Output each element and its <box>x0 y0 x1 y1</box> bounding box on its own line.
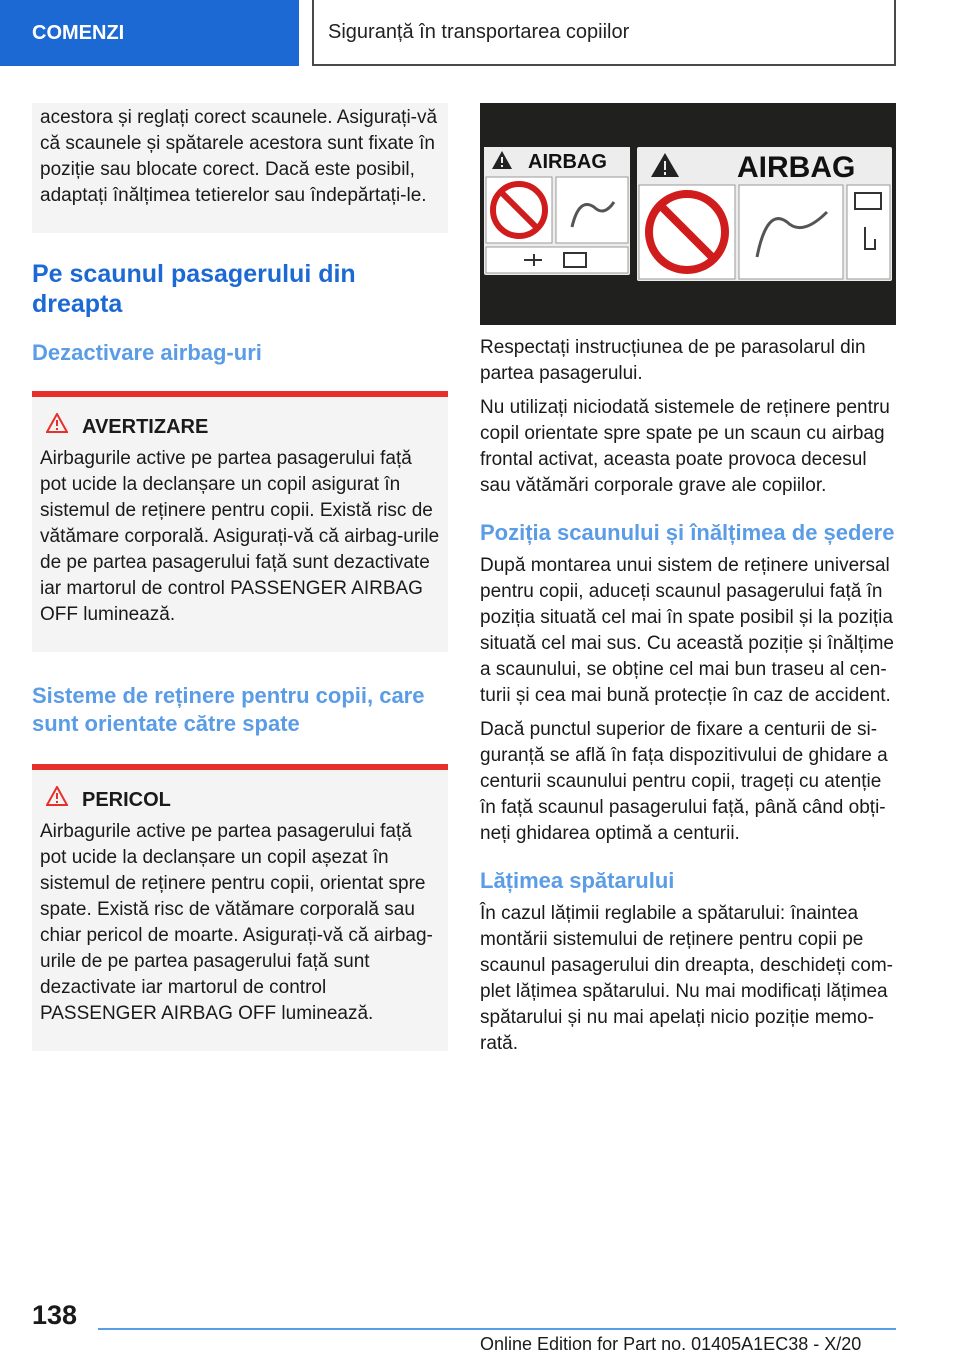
page-header-title: Siguranță în transportarea copiilor <box>312 0 896 66</box>
paragraph-seat-position: După montarea unui sistem de reținere universal pentru copii, aduceți scaunul pasagerului față în poziția situată cel mai în spate posibil și la poziția situată cel mai sus. Cu această poziție și înălțime a scaunului, se obține cel mai bun traseu al centurii și cea mai bună protecție în caz de accident. <box>480 555 894 706</box>
airbag-label-small <box>484 147 630 275</box>
subheading-airbag: Dezactivare airbag-uri <box>32 340 262 365</box>
warning-header <box>40 413 440 440</box>
danger-header <box>40 786 440 813</box>
subheading-rear-facing: Sisteme de reținere pentru copii, care sunt orientate către spate <box>32 683 425 736</box>
warning-triangle-icon <box>46 413 68 440</box>
danger-title: PERICOL <box>82 788 171 811</box>
danger-text: Airbagurile active pe partea pasagerului față pot ucide la declanșare un copil așezat în sistemul de reținere pentru copii, orientat spre spate. Există risc de vătămare corporală sau chiar pericol de moarte. Asigurați-vă că airbag-urile de pe partea pasagerului față sunt dezactivate iar martorul de control PASSENGER AIRBAG OFF luminează. <box>40 821 433 1024</box>
warning-text: Airbagurile active pe partea pasagerului față pot ucide la declanșare un copil asigurat în sistemul de reținere pentru copii. Există risc de vătămare corporală. Asigurați-vă că airbag-urile de pe partea pasagerului față sunt dezactivate iar martorul de control PASSENGER AIRBAG OFF luminează. <box>40 448 440 625</box>
left-column <box>32 103 448 1051</box>
right-column <box>480 103 896 1065</box>
intro-box <box>32 103 448 233</box>
warning-box <box>32 391 448 652</box>
airbag-label-large <box>637 147 892 281</box>
paragraph-sunvisor: Respectați instrucțiunea de pe parasolarul din partea pasagerului. <box>480 337 866 384</box>
footer-divider <box>98 1328 896 1330</box>
paragraph-backrest-width: În cazul lățimii reglabile a spătarului: înaintea montării sistemului de reținere pentru copii pe scaunul pasagerului din dreapta, deschideți complet lățimea spătarului. Nu mai modificați lățimea spătarului și nu mai apelați nicio poziție memorată. <box>480 903 893 1054</box>
danger-triangle-icon <box>46 786 68 813</box>
airbag-label-large-text: AIRBAG <box>737 151 856 184</box>
subheading-backrest-width: Lățimea spătarului <box>480 868 675 893</box>
airbag-label-small-text: AIRBAG <box>528 151 607 173</box>
intro-text: acestora și reglați corect scaunele. Asigurați-vă că scaunele și spătarele acestora sunt fixate în poziție sau blocate corect. Dacă este posibil, adaptați înălțimea tetierelor sau îndepărtați-le. <box>40 107 438 206</box>
section-heading: Pe scaunul pasagerului din dreapta <box>32 260 356 318</box>
footer-edition: Online Edition for Part no. 01405A1EC38 - X/20 <box>480 1334 862 1354</box>
section-tab: COMENZI <box>0 0 299 66</box>
paragraph-belt-guide: Dacă punctul superior de fixare a centurii de siguranță se află în fața dispozitivului de ghidare a centurii scaunului pentru copii, trageți cu atenție în față scaunul pasagerului față, până când obțineți ghidarea optimă a centurii. <box>480 719 888 844</box>
airbag-label-photo <box>480 103 896 325</box>
paragraph-rear-facing-warning: Nu utilizați niciodată sistemele de reținere pentru copil orientate spre spate pe un scaun cu airbag frontal activat, aceasta poate provoca decesul sau vătămări corporale grave ale copiilor. <box>480 397 890 496</box>
warning-title: AVERTIZARE <box>82 415 209 438</box>
danger-box <box>32 764 448 1051</box>
subheading-seat-position: Poziția scaunului și înălțimea de ședere <box>480 520 895 545</box>
page-number: 138 <box>32 1300 78 1330</box>
